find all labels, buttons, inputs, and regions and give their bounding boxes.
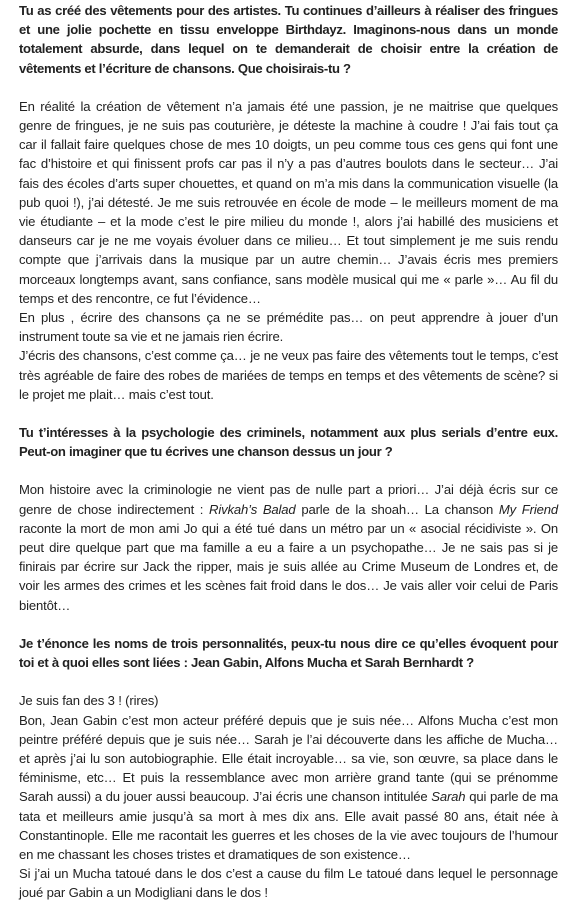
song-title-rivkahs-balad: Rivkah’s Balad (209, 501, 296, 517)
paragraph-gap (19, 404, 558, 423)
answer-2 (19, 480, 558, 614)
answer-2-text-end: raconte la mort de mon ami Jo qui a été tué dans un métro par un « asocial récidiviste ». On peut dire quelque part que ma famille a eu a faire a un psychopathe… Je ne sais pas si je finirais par écrire sur Jack the ripper, mais je suis allée au Crime Museum de Londres et, de voir les armes des crimes et les scènes fait froid dans le dos… Je vais aller voir celui de Paris bientôt… (19, 520, 558, 613)
question-1: Tu as créé des vêtements pour des artistes. Tu continues d’ailleurs à réaliser des fringues et une jolie pochette en tissu enveloppe Birthdayz. Imaginons-nous dans un monde totalement absurde, dans lequel on te demanderait de choisir entre la création de vêtements et l’écriture de chansons. Que choisirais-tu ? (19, 3, 558, 76)
answer-2-text-start: Mon histoire avec la criminologie ne vient pas de nulle part a priori… J’ai déjà écris sur ce genre de chose indirectement : (19, 482, 558, 517)
question-2: Tu t’intéresses à la psychologie des criminels, notamment aux plus serials d’entre eux. Peut-on imaginer que tu écrives une chanson dessus un jour ? (19, 425, 558, 460)
paragraph-gap (19, 615, 558, 634)
answer-3-text-start: Bon, Jean Gabin c’est mon acteur préféré depuis que je suis née… Alfons Mucha c’est mon peintre préféré depuis que je suis née… Sarah je l’ai découverte dans les affiche de Mucha… et après j’ai lu son autobiographie. Elle était incroyable… sa vie, son œuvre, sa place dans le féminisme, etc… Et puis la ressemblance avec mon arrière grand tante (qui se prénomme Sarah aussi) a du jouer aussi beaucoup. J’ai écris une chanson intitulée (19, 712, 558, 805)
question-3: Je t’énonce les noms de trois personnalités, peux-tu nous dire ce qu’elles évoquent pour toi et à quoi elles sont liées : Jean Gabin, Alfons Mucha et Sarah Bernhardt ? (19, 635, 558, 671)
answer-3-text-end: qui parle de ma tata et meilleurs amie jusqu’à sa mort à mes dix ans. Elle avait passé 80 ans, était née à Constantinople. Elle me racontait les guerres et les choses de la vie avec toujours de l’humour en me chassant les choses tristes et dramatiques de son existence… (19, 789, 558, 862)
answer-1-paragraph-2: En plus , écrire des chansons ça ne se prémédite pas… on peut apprendre à jouer d’un instrument toute sa vie et ne jamais rien écrire. (19, 310, 558, 345)
paragraph-gap (19, 78, 558, 97)
article-body (0, 1, 572, 903)
song-title-sarah: Sarah (431, 789, 466, 805)
answer-3-paragraph-1: Je suis fan des 3 ! (rires) (19, 693, 159, 709)
answer-1-paragraph-3: J’écris des chansons, c’est comme ça… je ne veux pas faire des vêtements tout le temps, c’est très agréable de faire des robes de mariées de temps en temps et des vêtements de scène? si le projet me plait… mais c’est tout. (19, 348, 558, 402)
answer-3-paragraph-2 (19, 711, 558, 865)
song-title-my-friend: My Friend (498, 501, 558, 517)
paragraph-gap (19, 672, 558, 691)
paragraph-gap (19, 461, 558, 480)
answer-1-paragraph-1: En réalité la création de vêtement n’a jamais été une passion, je ne maitrise que quelques genre de fringues, je ne suis pas couturière, je déteste la machine à coudre ! J’ai fais tout ça car il fallait faire quelques chose de mes 10 doigts, un peu comme tous ces gens qui font une fac d’histoire et qui finissent profs car pas il n’y a pas d’autres boulots dans le secteur… J’ai fais des écoles d’arts super chouettes, et quand on m’a mis dans la communication visuelle (la pub quoi !), j’ai détesté. Je me suis retrouvée en école de mode – le meilleurs moment de ma vie étudiante – et la mode c’est le pire milieu du monde !, alors j’ai habillé des musiciens et danseurs car je ne me voyais évoluer dans ce milieu… Et tout simplement je me suis rendu compte que j’arrivais dans la musique par un autre chemin… J’avais écris mes premiers morceaux longtemps avant, sans confiance, sans modèle musical qui me « parle »… Au fil du temps et des rencontre, ce fut l’évidence… (19, 98, 558, 306)
answer-3-paragraph-3: Si j’ai un Mucha tatoué dans le dos c’est a cause du film Le tatoué dans lequel le personnage joué par Gabin a un Modigliani dans le dos ! (19, 866, 558, 901)
answer-2-text-middle: parle de la shoah… La chanson (295, 501, 499, 517)
